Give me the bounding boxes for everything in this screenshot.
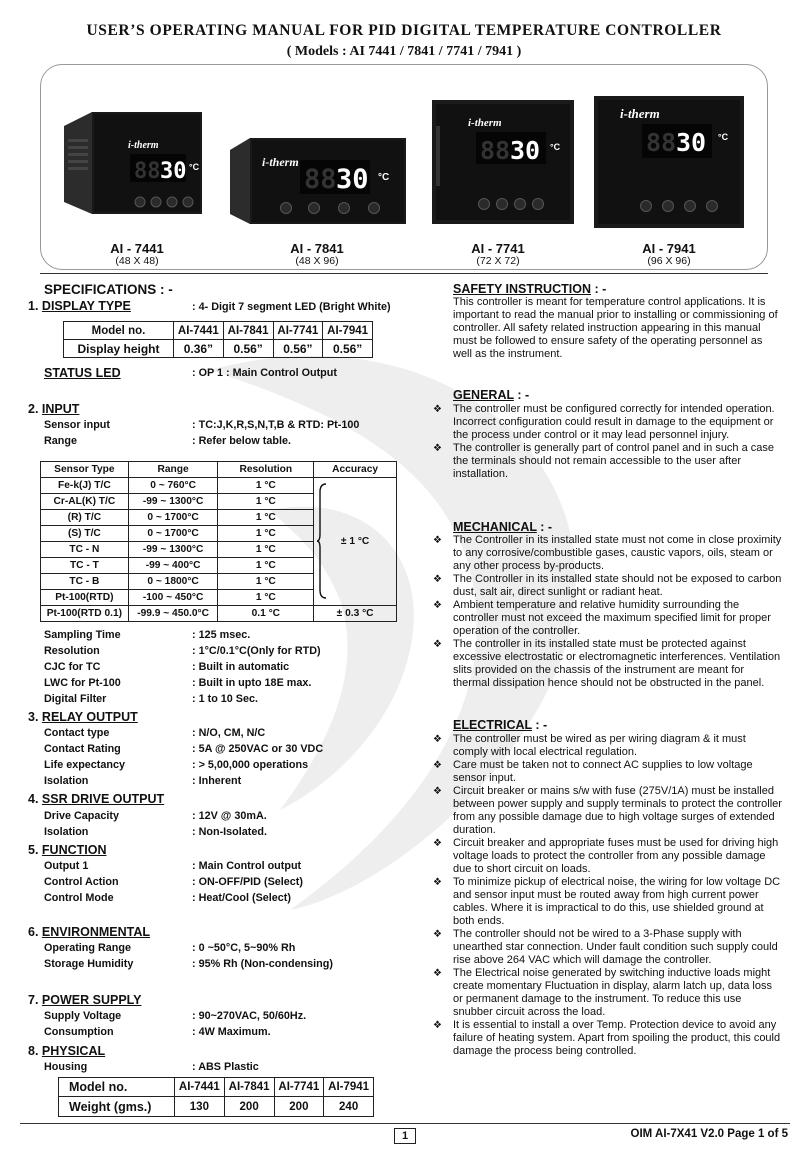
sensor-range-table: [40, 461, 397, 622]
spec-value: : 4W Maximum.: [192, 1026, 271, 1038]
spec-value: : ABS Plastic: [192, 1061, 259, 1073]
svg-text:88: 88: [134, 159, 161, 184]
table-cell: 1 °C: [218, 542, 314, 558]
spec-key: Control Mode: [44, 892, 114, 904]
mechanical-list: [433, 534, 783, 690]
spec-key: Isolation: [44, 775, 89, 787]
spec-key: Resolution: [44, 645, 100, 657]
svg-text:°C: °C: [378, 172, 390, 183]
table-cell: 0.56”: [323, 340, 373, 358]
diamond-bullet-icon: ❖: [433, 574, 442, 585]
list-item-text: The controller in its installed state must be protected against excessive electrostatic or electromagnetic interferences. Ventilation slits provided on the chassis of the instrument are meant for thermal dissipation hence should not be obstructed in the panel.: [453, 638, 781, 689]
spec-value: : TC:J,K,R,S,N,T,B & RTD: Pt-100: [192, 419, 360, 431]
controller-ai7441-image: [62, 104, 212, 224]
table-cell: Cr-AL(K) T/C: [41, 494, 129, 510]
spec-value: : 0 ~50°C, 5~90% Rh: [192, 942, 296, 954]
list-item: [433, 928, 783, 967]
table-cell: (R) T/C: [41, 510, 129, 526]
document-title: USER’S OPERATING MANUAL FOR PID DIGITAL TEMPERATURE CONTROLLER: [86, 22, 722, 39]
spec-key: Housing: [44, 1061, 88, 1073]
table-cell: Pt-100(RTD): [41, 590, 129, 606]
spec-value: : Non-Isolated.: [192, 826, 267, 838]
section-title: SSR DRIVE OUTPUT: [41, 792, 165, 806]
status-led-heading: [44, 366, 121, 380]
table-cell: 1 °C: [218, 590, 314, 606]
svg-text:88: 88: [480, 136, 511, 165]
table-cell: 1 °C: [218, 510, 314, 526]
table-cell: Model no.: [59, 1078, 175, 1097]
table-cell: 130: [175, 1097, 225, 1117]
list-item-text: The Controller in its installed state should not be exposed to carbon dust, salt air, direct sunlight or radiant heat.: [453, 573, 782, 598]
table-cell: -100 ~ 450°C: [128, 590, 218, 606]
table-cell: 1 °C: [218, 526, 314, 542]
table-cell: 0 ~ 1700°C: [128, 526, 218, 542]
safety-paragraph: This controller is meant for temperature control applications. It is important to read the manual prior to installing or commissioning of controller. All safety related instruction appearing in this manual must be followed to ensure safety of the operating personnel as well as the instrument.: [453, 296, 778, 360]
mechanical-heading: [453, 520, 552, 534]
svg-text:i-therm: i-therm: [128, 140, 159, 151]
table-cell: 0 ~ 1800°C: [128, 574, 218, 590]
table-cell: TC - T: [41, 558, 129, 574]
list-item: [433, 534, 783, 573]
list-item-text: The controller should not be wired to a 3-Phase supply with unearthed star connection. Under fault condition such supply could rise above 264 VAC which will damage the controller.: [453, 928, 778, 966]
controller-ai7841-image: [228, 132, 408, 227]
section-number: 2.: [28, 402, 39, 416]
list-item: [433, 733, 783, 759]
spec-key: Operating Range: [44, 942, 131, 954]
spec-value: : OP 1 : Main Control Output: [192, 367, 337, 379]
section-suffix: : -: [513, 388, 530, 402]
table-cell: ± 0.3 °C: [314, 606, 397, 622]
spec-value: : N/O, CM, N/C: [192, 727, 266, 739]
page-number: 1: [394, 1128, 416, 1144]
table-cell: 0 ~ 1700°C: [128, 510, 218, 526]
table-header-cell: Resolution: [218, 462, 314, 478]
weight-table: [58, 1077, 374, 1117]
list-item: [433, 967, 783, 1019]
electrical-heading: [453, 718, 547, 732]
section-number: 6.: [28, 925, 39, 939]
footer-doc-ref: OIM AI-7X41 V2.0 Page 1 of 5: [630, 1128, 788, 1140]
section-number: 1.: [28, 299, 39, 313]
table-cell: 1 °C: [218, 478, 314, 494]
section-environmental: [28, 925, 150, 939]
electrical-list: [433, 733, 783, 1058]
diamond-bullet-icon: ❖: [433, 535, 442, 546]
spec-value: : Built in automatic: [192, 661, 290, 673]
list-item: [433, 599, 783, 638]
spec-key: Range: [44, 435, 77, 447]
svg-text:30: 30: [160, 159, 187, 184]
table-cell: 200: [274, 1097, 324, 1117]
table-cell: 1 °C: [218, 494, 314, 510]
list-item-text: Care must be taken not to connect AC supplies to low voltage sensor input.: [453, 759, 753, 784]
section-physical: [28, 1044, 105, 1058]
spec-key: Contact type: [44, 727, 110, 739]
spec-key: Contact Rating: [44, 743, 121, 755]
section-title: STATUS LED: [44, 366, 121, 380]
footer-divider: [20, 1123, 790, 1124]
spec-value: : 4- Digit 7 segment LED (Bright White): [192, 301, 391, 313]
section-number: 7.: [28, 993, 39, 1007]
product-name-ai7841: AI - 7841: [290, 241, 344, 256]
spec-value: : Main Control output: [192, 860, 302, 872]
diamond-bullet-icon: ❖: [433, 639, 442, 650]
table-cell: -99 ~ 1300°C: [128, 494, 218, 510]
list-item: [433, 573, 783, 599]
table-cell: AI-7741: [274, 1078, 324, 1097]
section-power-supply: [28, 993, 141, 1007]
list-item-text: Circuit breaker and appropriate fuses must be used for driving high voltage loads to protect the controller from any possible damage due to short circuit on loads.: [453, 837, 779, 875]
spec-key: CJC for TC: [44, 661, 101, 673]
product-name-ai7441: AI - 7441: [110, 241, 164, 256]
table-cell: 0.56”: [223, 340, 273, 358]
list-item: [433, 403, 783, 442]
table-header-cell: Accuracy: [314, 462, 397, 478]
spec-key: Supply Voltage: [44, 1010, 122, 1022]
controller-ai7741-image: [428, 96, 578, 228]
diamond-bullet-icon: ❖: [433, 838, 442, 849]
spec-key: Storage Humidity: [44, 958, 134, 970]
section-relay-output: [28, 710, 138, 724]
diamond-bullet-icon: ❖: [433, 600, 442, 611]
spec-key: Digital Filter: [44, 693, 107, 705]
diamond-bullet-icon: ❖: [433, 786, 442, 797]
svg-text:30: 30: [676, 128, 707, 157]
section-number: 4.: [28, 792, 39, 806]
general-heading: [453, 388, 529, 402]
list-item-text: The controller must be wired as per wiring diagram & it must comply with local electrical regulation.: [453, 733, 746, 758]
diamond-bullet-icon: ❖: [433, 1020, 442, 1031]
section-number: 8.: [28, 1044, 39, 1058]
controller-ai7941-image: [590, 94, 746, 230]
table-cell: TC - N: [41, 542, 129, 558]
table-cell: Fe-k(J) T/C: [41, 478, 129, 494]
spec-value: : 1°C/0.1°C(Only for RTD): [192, 645, 321, 657]
spec-key: Isolation: [44, 826, 89, 838]
table-cell: Pt-100(RTD 0.1): [41, 606, 129, 622]
spec-key: Consumption: [44, 1026, 114, 1038]
table-cell: Display height: [64, 340, 174, 358]
table-cell: AI-7841: [224, 1078, 274, 1097]
general-list: [433, 403, 783, 481]
section-title: INPUT: [41, 402, 80, 416]
diamond-bullet-icon: ❖: [433, 968, 442, 979]
section-title: GENERAL: [453, 388, 514, 402]
list-item: [433, 837, 783, 876]
svg-text:°C: °C: [550, 142, 561, 152]
table-cell: (S) T/C: [41, 526, 129, 542]
spec-value: : Built in upto 18E max.: [192, 677, 312, 689]
list-item: [433, 1019, 783, 1058]
diamond-bullet-icon: ❖: [433, 734, 442, 745]
list-item: [433, 442, 783, 481]
table-cell: TC - B: [41, 574, 129, 590]
diamond-bullet-icon: ❖: [433, 760, 442, 771]
spec-key: LWC for Pt-100: [44, 677, 121, 689]
section-title: DISPLAY TYPE: [41, 299, 131, 313]
spec-key: Output 1: [44, 860, 89, 872]
svg-text:30: 30: [336, 164, 369, 195]
spec-value: : ON-OFF/PID (Select): [192, 876, 303, 888]
table-cell: -99.9 ~ 450.0°C: [128, 606, 218, 622]
list-item: [433, 759, 783, 785]
svg-text:°C: °C: [189, 162, 200, 172]
spec-key: Life expectancy: [44, 759, 126, 771]
table-cell: Weight (gms.): [59, 1097, 175, 1117]
list-item-text: To minimize pickup of electrical noise, the wiring for low voltage DC and sensor input must be routed away from high current power cables. Where it is impractical to do this, use shielded ground at both ends.: [453, 876, 781, 927]
section-title: MECHANICAL: [453, 520, 537, 534]
spec-value: : > 5,00,000 operations: [192, 759, 309, 771]
svg-text:i-therm: i-therm: [620, 106, 660, 121]
diamond-bullet-icon: ❖: [433, 404, 442, 415]
section-number: 3.: [28, 710, 39, 724]
list-item: [433, 638, 783, 690]
spec-value: : Inherent: [192, 775, 242, 787]
product-name-ai7941: AI - 7941: [642, 241, 696, 256]
section-title: FUNCTION: [41, 843, 107, 857]
svg-text:88: 88: [646, 128, 677, 157]
spec-value: : Refer below table.: [192, 435, 291, 447]
table-cell: 1 °C: [218, 574, 314, 590]
product-size-ai7941: (96 X 96): [647, 255, 691, 267]
list-item: [433, 785, 783, 837]
product-size-ai7441: (48 X 48): [115, 255, 159, 267]
diamond-bullet-icon: ❖: [433, 443, 442, 454]
list-item-text: The Electrical noise generated by switching inductive loads might create momentary Fluctuation in display, alarm latch up, data loss or permanent damage to the instrument. To reduce this use snubber circuit across the load.: [453, 967, 772, 1018]
spec-value: : 5A @ 250VAC or 30 VDC: [192, 743, 324, 755]
section-title: ELECTRICAL: [453, 718, 532, 732]
table-cell: 1 °C: [218, 558, 314, 574]
spec-key: Drive Capacity: [44, 810, 120, 822]
list-item-text: It is essential to install a over Temp. Protection device to avoid any failure of heating system. Apart from spoiling the product, this could damage the process being controlled.: [453, 1019, 781, 1057]
table-cell: 240: [324, 1097, 374, 1117]
table-cell: AI-7441: [175, 1078, 225, 1097]
accuracy-value: ± 1 °C: [340, 536, 370, 547]
spec-value: : 125 msec.: [192, 629, 251, 641]
table-header-cell: Range: [128, 462, 218, 478]
section-ssr-drive-output: [28, 792, 164, 806]
document-subtitle: ( Models : AI 7441 / 7841 / 7741 / 7941 ): [286, 44, 522, 59]
section-input: [28, 402, 79, 416]
product-size-ai7741: (72 X 72): [476, 255, 520, 267]
svg-text:88: 88: [304, 164, 337, 195]
spec-value: : Heat/Cool (Select): [192, 892, 291, 904]
section-title: RELAY OUTPUT: [41, 710, 138, 724]
table-cell: AI-7741: [273, 322, 323, 340]
table-cell: AI-7441: [174, 322, 224, 340]
spec-value: : 90~270VAC, 50/60Hz.: [192, 1010, 307, 1022]
table-cell: 200: [224, 1097, 274, 1117]
safety-heading: [453, 282, 606, 296]
product-name-ai7741: AI - 7741: [471, 241, 525, 256]
table-cell: AI-7841: [223, 322, 273, 340]
svg-text:i-therm: i-therm: [262, 155, 299, 169]
section-title: SAFETY INSTRUCTION: [453, 282, 591, 296]
section-suffix: : -: [536, 520, 553, 534]
diamond-bullet-icon: ❖: [433, 877, 442, 888]
section-title: POWER SUPPLY: [41, 993, 142, 1007]
divider: [40, 273, 768, 274]
spec-key: Control Action: [44, 876, 119, 888]
list-item-text: The controller must be configured correctly for intended operation. Incorrect configuration could result in damage to the equipment or the process under control or it may lead personnel injury.: [453, 403, 775, 441]
table-cell: 0.36”: [174, 340, 224, 358]
table-cell: -99 ~ 1300°C: [128, 542, 218, 558]
svg-text:30: 30: [510, 136, 541, 165]
section-number: 5.: [28, 843, 39, 857]
table-cell: 0 ~ 760°C: [128, 478, 218, 494]
spec-key: Sensor input: [44, 419, 110, 431]
table-cell: -99 ~ 400°C: [128, 558, 218, 574]
brace-icon: [316, 482, 328, 600]
display-height-table: [63, 321, 373, 358]
list-item: [433, 876, 783, 928]
spec-value: : 12V @ 30mA.: [192, 810, 267, 822]
product-size-ai7841: (48 X 96): [295, 255, 339, 267]
specifications-heading: SPECIFICATIONS : -: [44, 282, 173, 297]
list-item-text: The Controller in its installed state must not come in close proximity to any corrosive/combustible gases, caustic vapors, oils, steam or any other process by-products.: [453, 534, 782, 572]
spec-value: : 95% Rh (Non-condensing): [192, 958, 333, 970]
section-function: [28, 843, 107, 857]
list-item-text: Ambient temperature and relative humidity surrounding the controller must not exceed the maximum specified limit for proper operation of the controller.: [453, 599, 771, 637]
table-cell: AI-7941: [323, 322, 373, 340]
svg-text:i-therm: i-therm: [468, 117, 502, 129]
section-display-type: [28, 299, 131, 313]
spec-key: Sampling Time: [44, 629, 121, 641]
table-cell: Model no.: [64, 322, 174, 340]
diamond-bullet-icon: ❖: [433, 929, 442, 940]
table-cell: 0.1 °C: [218, 606, 314, 622]
section-title: PHYSICAL: [41, 1044, 106, 1058]
list-item-text: Circuit breaker or mains s/w with fuse (275V/1A) must be installed between power supply and supply terminals to protect the controller from any possible damage due to high voltage surges of extended duration.: [453, 785, 782, 836]
spec-value: : 1 to 10 Sec.: [192, 693, 259, 705]
section-title: ENVIRONMENTAL: [41, 925, 151, 939]
table-header-cell: Sensor Type: [41, 462, 129, 478]
section-suffix: : -: [531, 718, 548, 732]
accuracy-group-cell: [314, 478, 397, 606]
list-item-text: The controller is generally part of control panel and in such a case the terminals should not remain accessible to the user after installation.: [453, 442, 775, 480]
table-cell: 0.56”: [273, 340, 323, 358]
svg-text:°C: °C: [718, 132, 729, 142]
table-cell: AI-7941: [324, 1078, 374, 1097]
section-suffix: : -: [590, 282, 607, 296]
